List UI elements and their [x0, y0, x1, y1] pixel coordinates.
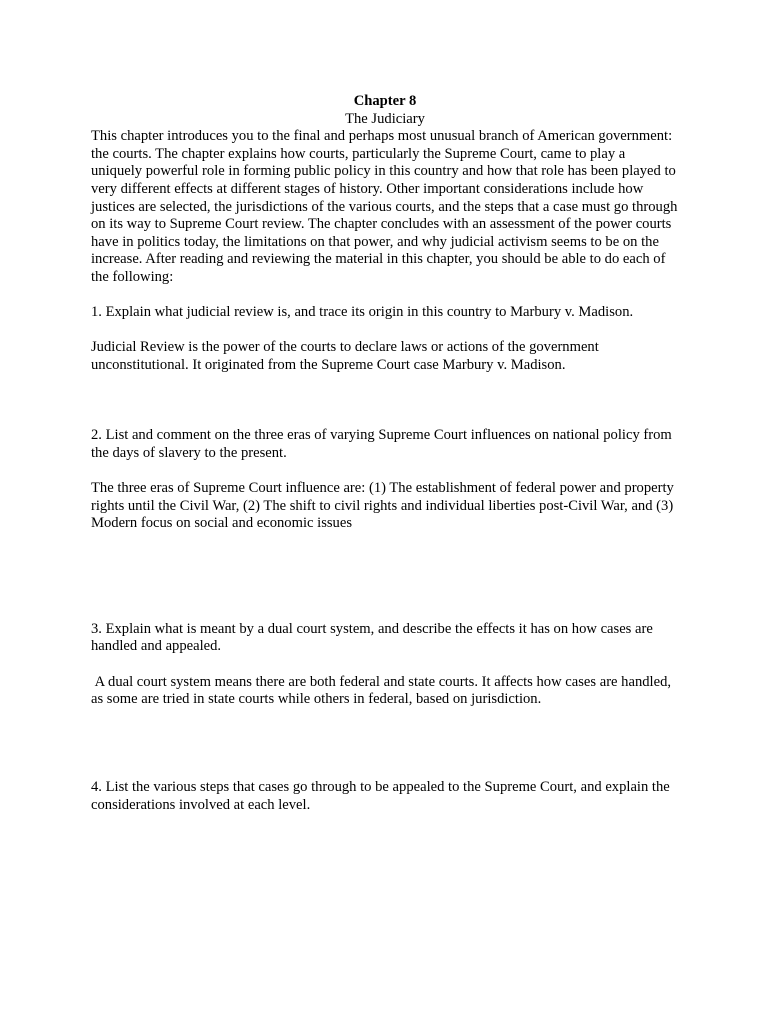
chapter-subtitle: The Judiciary [345, 110, 425, 127]
answer-1: Judicial Review is the power of the courts to declare laws or actions of the government unconstitutional. It originated from the Supreme Court case Marbury v. Madison. [91, 339, 599, 373]
spacer [91, 709, 679, 779]
chapter-intro: This chapter introduces you to the final and perhaps most unusual branch of American government: the courts. The chapter explains how courts, particularly the Supreme Court, came to play a uniquely powerful role in forming public policy in this country and how that role has been played to very different effects at different stages of history. Other important considerations include how justices are selected, the jurisdictions of the various courts, and the steps that a case must go through on its way to Supreme Court review. The chapter concludes with an assessment of the power courts have in politics today, the limitations on that power, and why judicial activism seems to be on the increase. After reading and reviewing the material in this chapter, you should be able to do each of the following: [91, 128, 678, 285]
spacer [91, 375, 679, 428]
spacer [91, 656, 679, 674]
document-body [91, 93, 679, 814]
spacer [91, 462, 679, 480]
spacer [91, 322, 679, 340]
question-4: 4. List the various steps that cases go through to be appealed to the Supreme Court, and explain the considerations involved at each level. [91, 779, 670, 813]
question-3: 3. Explain what is meant by a dual court system, and describe the effects it has on how cases are handled and appealed. [91, 620, 653, 655]
chapter-title: Chapter 8 [353, 93, 417, 109]
question-2: 2. List and comment on the three eras of varying Supreme Court influences on national policy from the days of slavery to the present. [91, 427, 672, 461]
answer-2: The three eras of Supreme Court influence are: (1) The establishment of federal power and property rights until the Civil War, (2) The shift to civil rights and individual liberties post-Civil War, and (3) Modern focus on social and economic issues [91, 480, 674, 532]
answer-3: A dual court system means there are both federal and state courts. It affects how cases are handled, as some are tried in state courts while others in federal, based on jurisdiction. [91, 673, 675, 708]
spacer [91, 533, 679, 621]
question-1: 1. Explain what judicial review is, and trace its origin in this country to Marbury v. Madison. [91, 304, 634, 321]
spacer [91, 287, 679, 305]
